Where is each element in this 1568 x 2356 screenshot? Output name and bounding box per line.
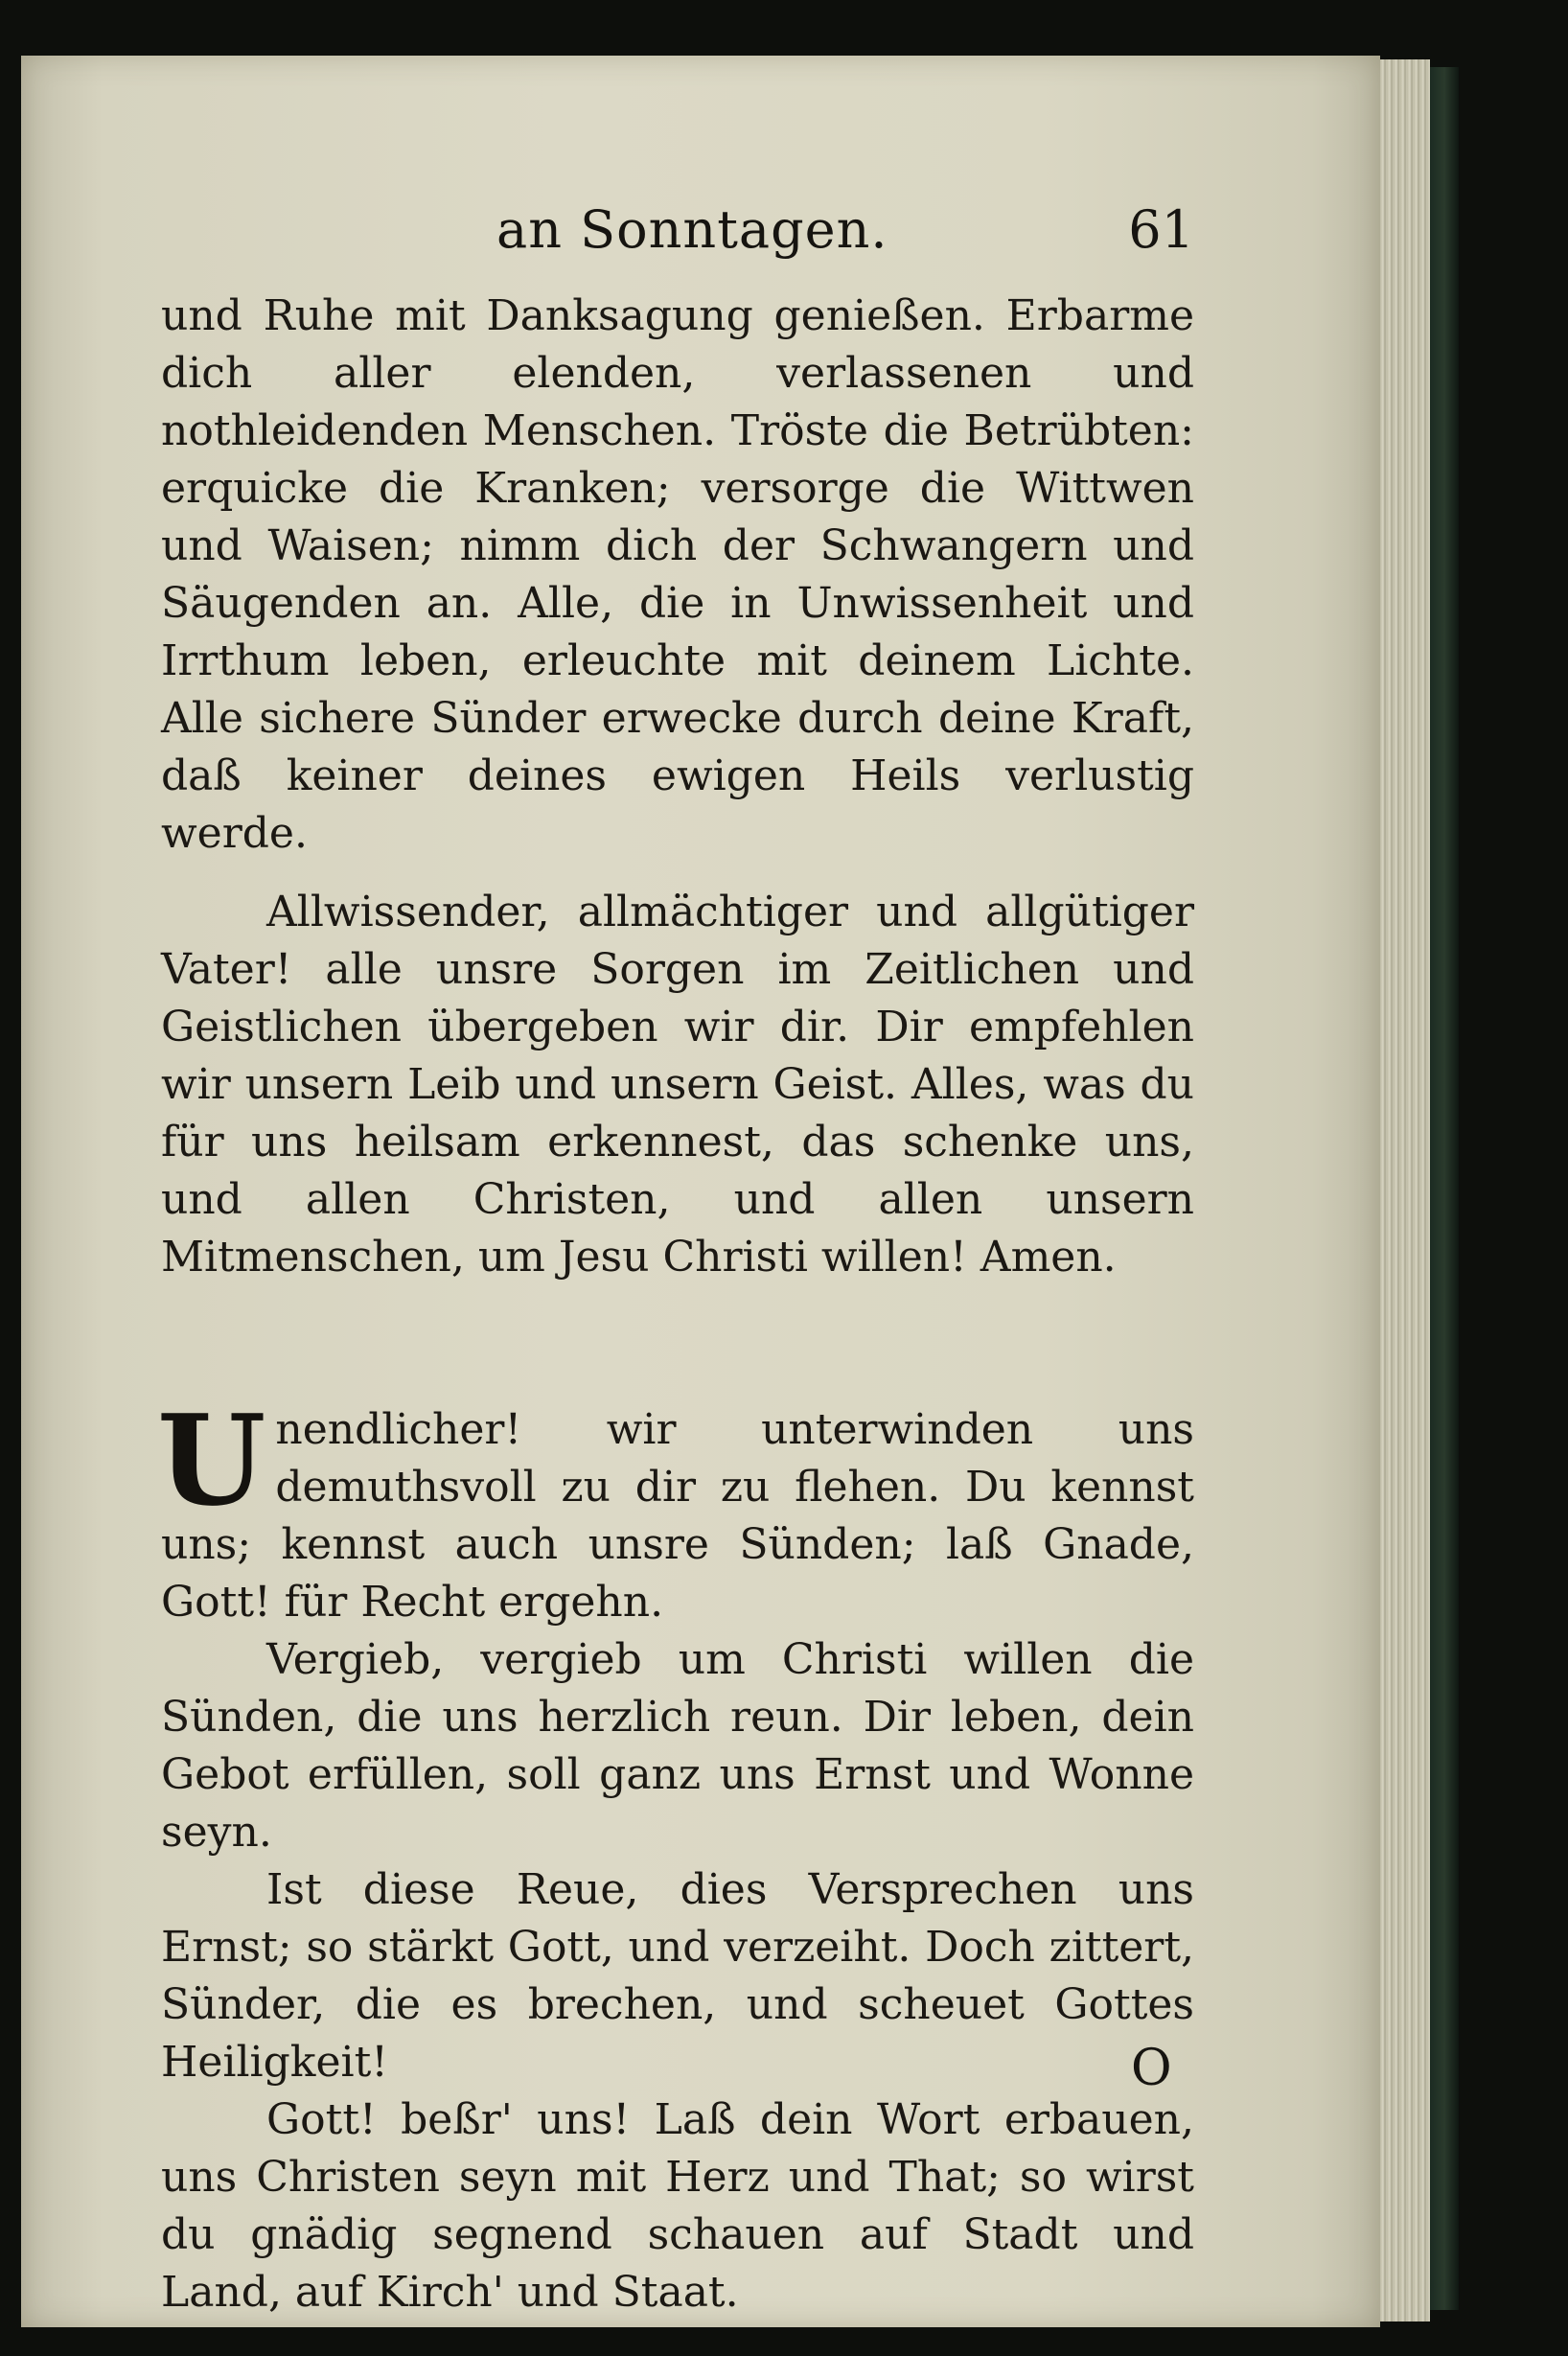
catchword: O	[1131, 2040, 1172, 2097]
hymn-stanza-2: Vergieb, vergieb um Christi willen die Sünden, die uns herzlich reun. Dir leben, dein Gebot erfüllen, soll ganz uns Ernst und Wonne seyn.	[161, 1635, 1194, 1857]
prayer-paragraph-1: und Ruhe mit Danksagung genießen. Erbarme dich aller elenden, verlassenen und nothleidenden Menschen. Tröste die Betrübten: erquicke die Kranken; versorge die Wittwen und Waisen; nimm dich der Schwangern und Säugenden an. Alle, die in Unwissenheit und Irrthum leben, erleuchte mit deinem Lichte. Alle sichere Sünder erwecke durch deine Kraft, daß keiner deines ewigen Heils verlustig werde.	[161, 291, 1194, 858]
body-text	[157, 288, 1194, 2321]
drop-initial: U	[157, 1387, 266, 1534]
running-head: an Sonntagen.	[496, 199, 888, 260]
hymn-stanza-1-text: nendlicher! wir unterwinden uns demuthsvoll zu dir zu flehen. Du kennst uns; kennst auch unsre Sünden; laß Gnade, Gott! für Recht ergehn.	[161, 1405, 1194, 1627]
page-edges	[1380, 59, 1430, 2321]
hymn-stanza-4: Gott! beßr' uns! Laß dein Wort erbauen, uns Christen seyn mit Herz und That; so wirst du gnädig segnend schauen auf Stadt und Land, auf Kirch' und Staat.	[161, 2095, 1194, 2317]
book-binding	[1430, 67, 1459, 2310]
hymn-stanza-3: Ist diese Reue, dies Versprechen uns Ernst; so stärkt Gott, und verzeiht. Doch zittert, Sünder, die es brechen, und scheuet Gottes Heiligkeit!	[161, 1865, 1194, 2087]
hymn-stanza-1	[157, 1387, 1194, 1631]
page-header	[161, 192, 1194, 268]
page-number: 61	[1128, 199, 1194, 260]
prayer-paragraph-2: Allwissender, allmächtiger und allgütiger Vater! alle unsre Sorgen im Zeitlichen und Geistlichen übergeben wir dir. Dir empfehlen wir unsern Leib und unsern Geist. Alles, was du für uns heilsam erkennest, das schenke uns, und allen Christen, und allen unsern Mitmenschen, um Jesu Christi willen! Amen.	[161, 888, 1194, 1282]
